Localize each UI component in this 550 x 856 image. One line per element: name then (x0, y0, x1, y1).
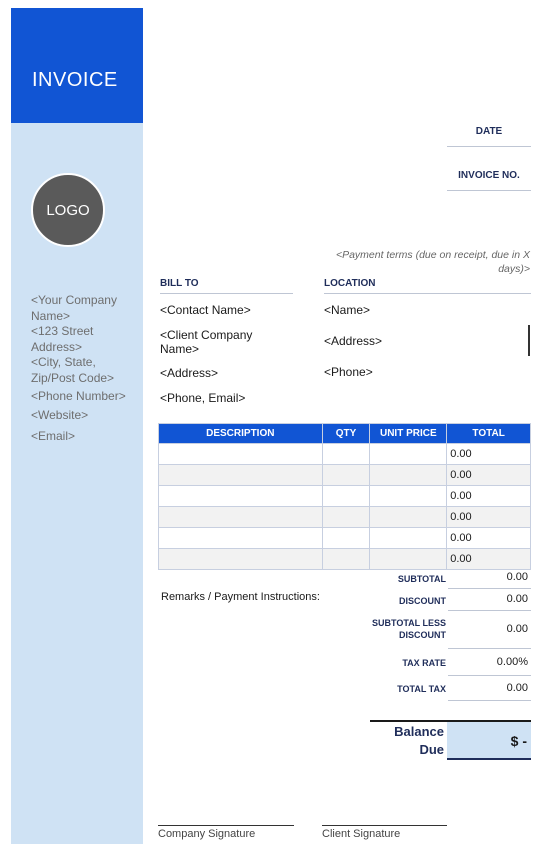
bill-to-company[interactable]: <Client Company Name> (160, 328, 253, 356)
total-cell: 0.00 (447, 549, 531, 570)
description-cell[interactable] (159, 444, 323, 465)
invoice-title: INVOICE (32, 69, 118, 91)
unit-price-cell[interactable] (370, 549, 447, 570)
total-tax-value: 0.00 (448, 677, 531, 701)
subtotal-value: 0.00 (448, 567, 531, 589)
remarks-label[interactable]: Remarks / Payment Instructions: (161, 591, 320, 603)
description-cell[interactable] (159, 507, 323, 528)
header-qty: QTY (322, 424, 370, 444)
items-table (158, 423, 531, 570)
subtotal-less-discount-label: SUBTOTAL LESS DISCOUNT (371, 618, 446, 640)
table-row (159, 465, 531, 486)
tax-rate-label: TAX RATE (402, 658, 446, 668)
items-header-row (159, 424, 531, 444)
unit-price-cell[interactable] (370, 444, 447, 465)
description-cell[interactable] (159, 465, 323, 486)
title-band (11, 8, 143, 123)
qty-cell[interactable] (322, 549, 370, 570)
company-name: <Your Company Name> (31, 293, 117, 323)
table-row (159, 528, 531, 549)
qty-cell[interactable] (322, 486, 370, 507)
total-cell: 0.00 (447, 507, 531, 528)
text-cursor (528, 325, 530, 356)
header-description: DESCRIPTION (159, 424, 323, 444)
total-cell: 0.00 (447, 444, 531, 465)
bill-to-contact[interactable]: <Contact Name> (160, 303, 251, 317)
sidebar (11, 8, 143, 844)
subtotal-less-discount-value: 0.00 (448, 611, 531, 649)
location-phone[interactable]: <Phone> (324, 365, 373, 379)
header-unit-price: UNIT PRICE (370, 424, 447, 444)
company-signature-line[interactable]: Company Signature (158, 825, 294, 840)
tax-rate-value[interactable]: 0.00% (448, 651, 531, 676)
bill-to-address[interactable]: <Address> (160, 366, 219, 380)
discount-value[interactable]: 0.00 (448, 589, 531, 611)
client-signature-line[interactable]: Client Signature (322, 825, 447, 840)
total-cell: 0.00 (447, 465, 531, 486)
company-info (31, 293, 131, 445)
table-row (159, 507, 531, 528)
subtotal-label: SUBTOTAL (397, 574, 446, 584)
unit-price-cell[interactable] (370, 507, 447, 528)
total-cell: 0.00 (447, 528, 531, 549)
qty-cell[interactable] (322, 444, 370, 465)
company-website: <Website> (31, 407, 89, 422)
payment-terms[interactable]: <Payment terms (due on receipt, due in X days)> (335, 249, 530, 275)
description-cell[interactable] (159, 486, 323, 507)
company-email: <Email> (31, 429, 76, 443)
description-cell[interactable] (159, 528, 323, 549)
qty-cell[interactable] (322, 507, 370, 528)
logo-placeholder (31, 173, 105, 247)
invoice-no-label: INVOICE NO. (447, 170, 531, 191)
location-name[interactable]: <Name> (324, 303, 371, 317)
date-label: DATE (447, 126, 531, 147)
company-street: <123 Street Address> (31, 324, 94, 354)
total-cell: 0.00 (447, 486, 531, 507)
qty-cell[interactable] (322, 465, 370, 486)
bill-to-heading: BILL TO (160, 278, 293, 294)
location-address[interactable]: <Address> (324, 334, 383, 348)
location-heading: LOCATION (324, 278, 531, 294)
balance-due-label: Balance Due (394, 724, 444, 757)
description-cell[interactable] (159, 549, 323, 570)
balance-due-value: $ - (447, 722, 531, 760)
unit-price-cell[interactable] (370, 465, 447, 486)
table-row (159, 486, 531, 507)
qty-cell[interactable] (322, 528, 370, 549)
header-total: TOTAL (447, 424, 531, 444)
table-row (159, 444, 531, 465)
discount-label: DISCOUNT (399, 596, 446, 606)
logo-label: LOGO (46, 201, 90, 219)
unit-price-cell[interactable] (370, 528, 447, 549)
total-tax-label: TOTAL TAX (397, 684, 446, 694)
unit-price-cell[interactable] (370, 486, 447, 507)
company-phone: <Phone Number> (31, 389, 126, 403)
bill-to-phone-email[interactable]: <Phone, Email> (160, 391, 246, 405)
company-city: <City, State, Zip/Post Code> (31, 355, 115, 385)
